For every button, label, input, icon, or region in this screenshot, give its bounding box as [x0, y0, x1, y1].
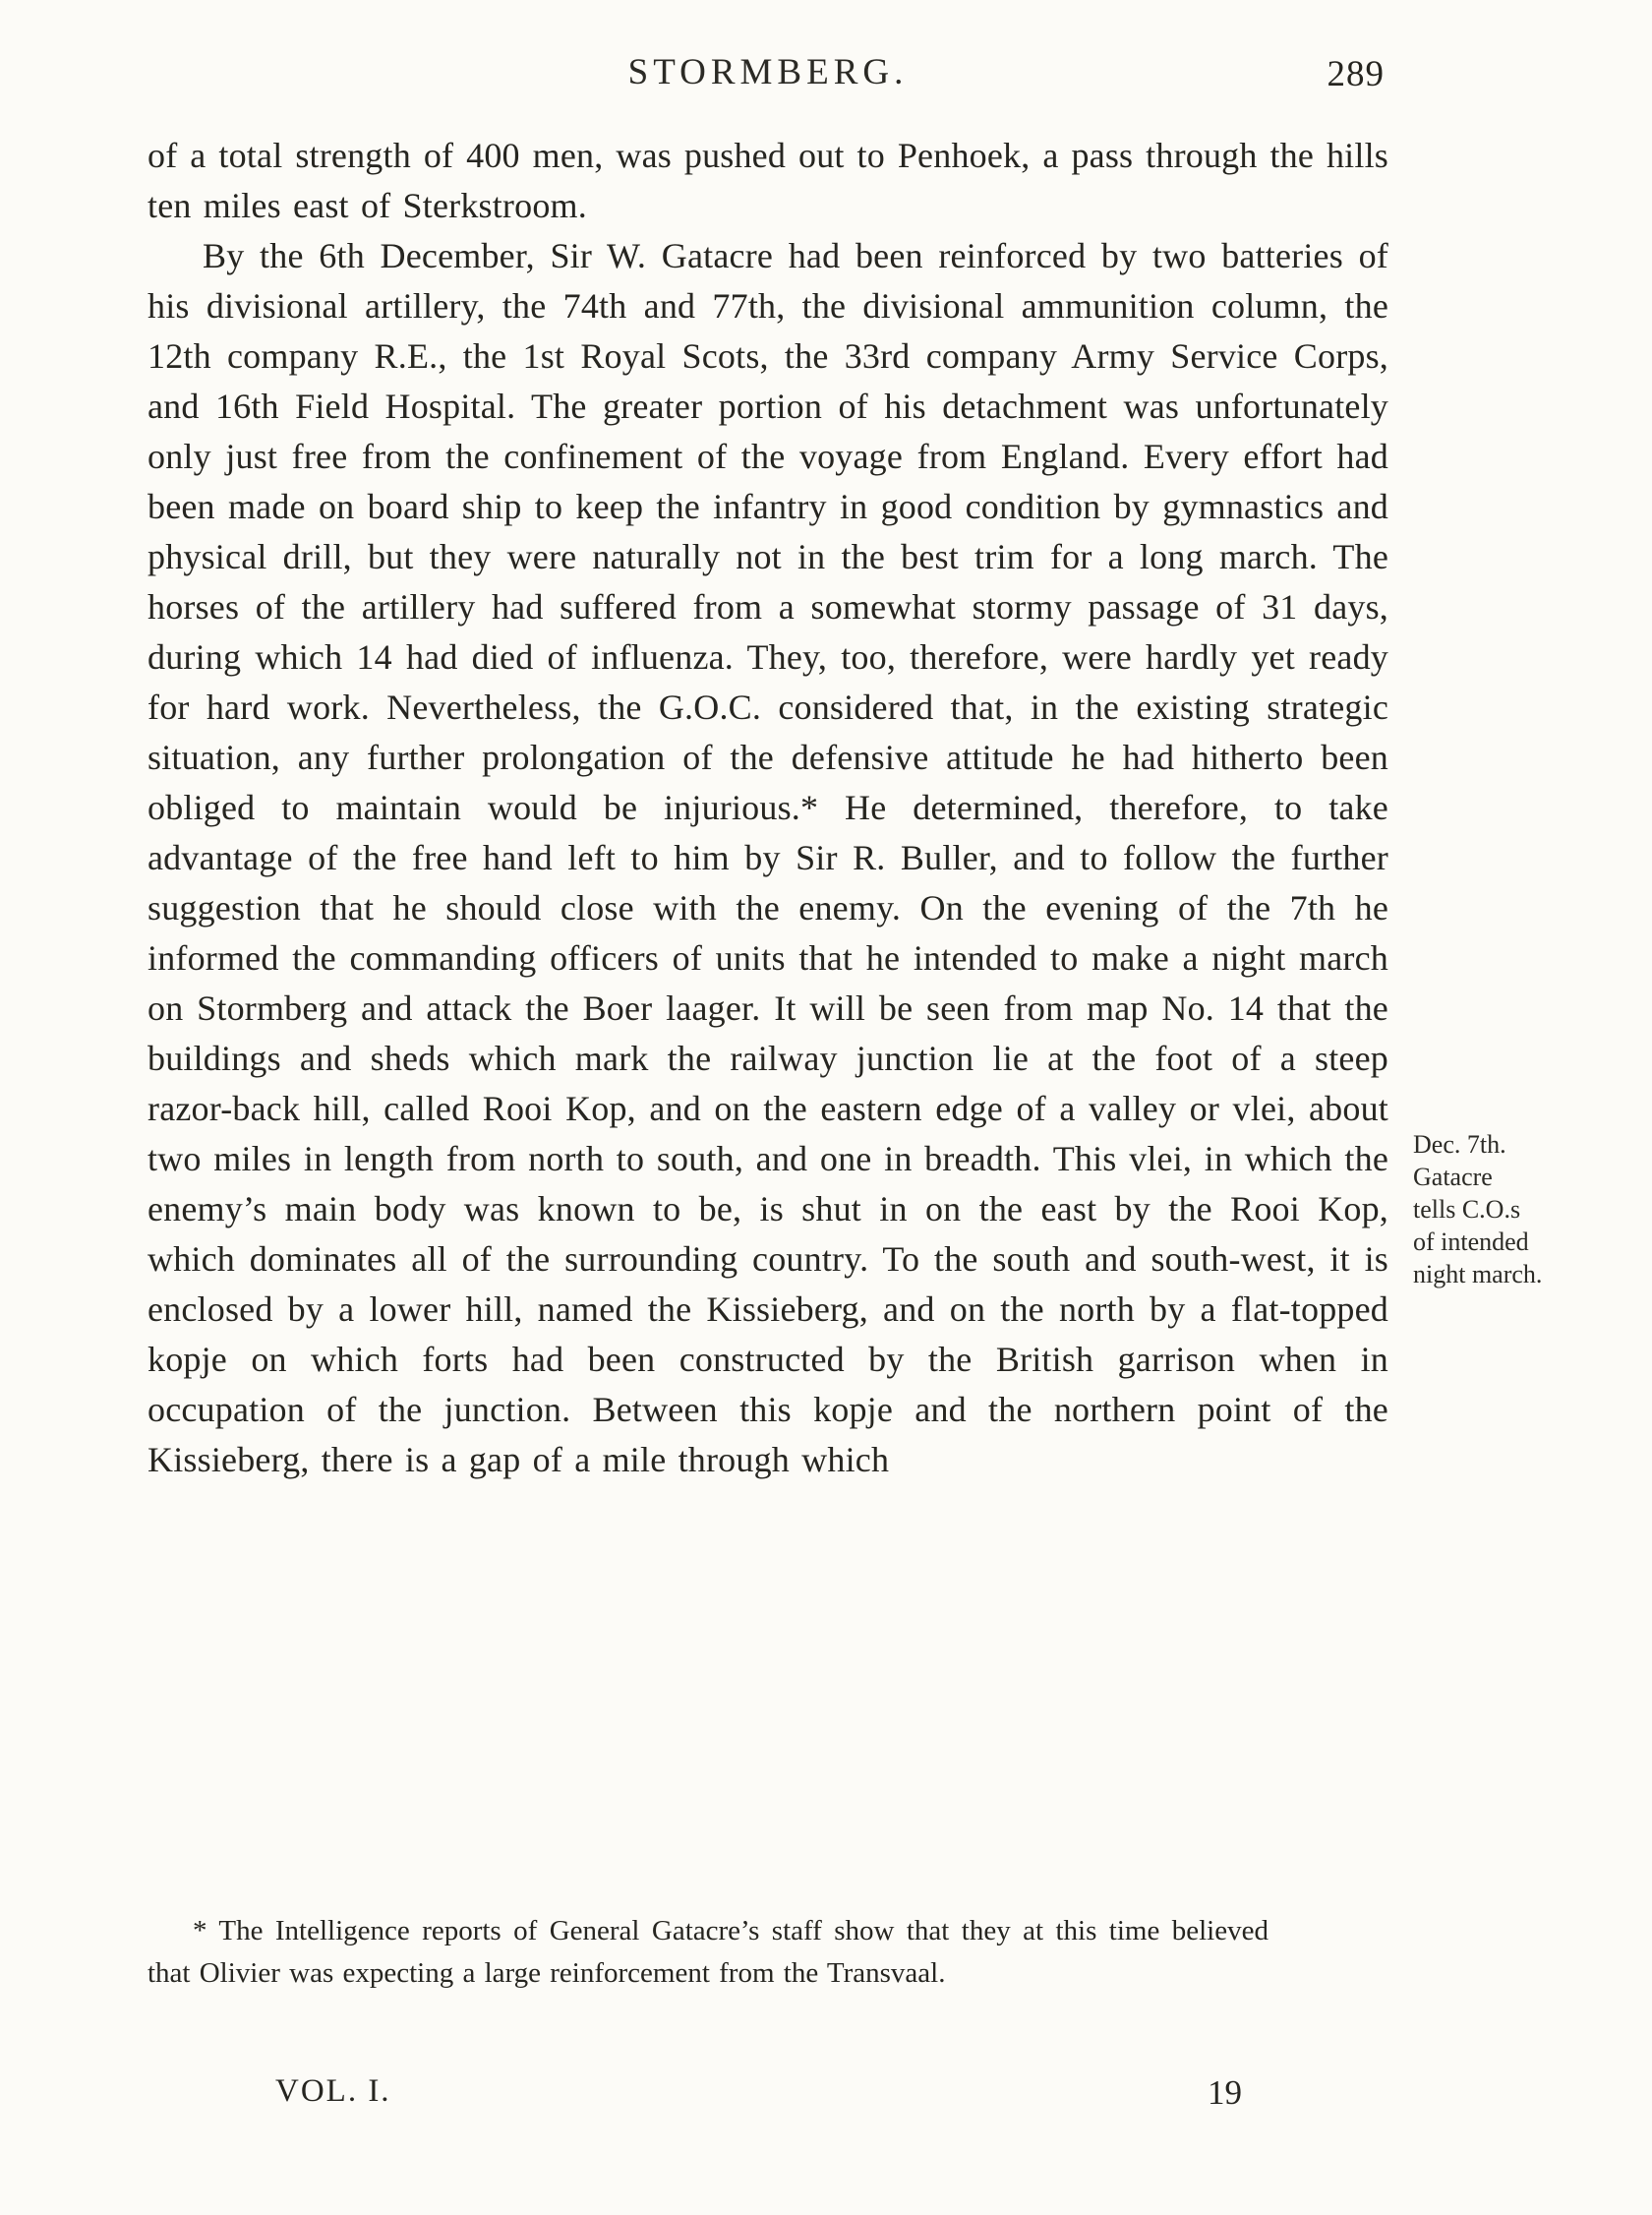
volume-label: VOL. I. [275, 2073, 391, 2109]
footnote: * The Intelligence reports of General Gatacre’s staff show that they at this time believed that Olivier was expecting a large reinforcement from the Transvaal. [148, 1915, 1268, 1989]
paragraph-main: By the 6th December, Sir W. Gatacre had been reinforced by two batteries of his divisional artillery, the 74th and 77th, the divisional ammunition column, the 12th company R.E., the 1st Royal Scots, the 33rd company Army Service Corps, and 16th Field Hospital. The greater portion of his detachment was unfortunately only just free from the confinement of the voyage from England. Every effort had been made on board ship to keep the infantry in good condition by gymnastics and physical drill, but they were naturally not in the best trim for a long march. The horses of the artillery had suffered from a somewhat stormy passage of 31 days, during which 14 had died of influenza. They, too, therefore, were hardly yet ready for hard work. Nevertheless, the G.O.C. considered that, in the existing strategic situation, any further prolongation of the defensive attitude he had hitherto been obliged to maintain would be injurious.* He determined, therefore, to take advantage of the free hand left to him by Sir R. Buller, and to follow the further suggestion that he should close with the enemy. On the evening of the 7th he informed the commanding officers of units that he intended to make a night march on Stormberg and attack the Boer laager. It will be seen from map No. 14 that the buildings and sheds which mark the railway junction lie at the foot of a steep razor-back hill, called Rooi Kop, and on the eastern edge of a valley or vlei, about two miles in length from north to south, and one in breadth. This vlei, in which the enemy’s main body was known to be, is shut in on the east by the Rooi Kop, which dominates all of the surrounding country. To the south and south-west, it is enclosed by a lower hill, named the Kissieberg, and on the north by a flat-topped kopje on which forts had been constructed by the British garrison when in occupation of the junction. Between this kopje and the northern point of the Kissieberg, there is a gap of a mile through which [148, 236, 1388, 1479]
body-text [148, 131, 1388, 1485]
page-header [148, 51, 1388, 100]
page-footer [148, 2073, 1388, 2119]
margin-note-line: Dec. 7th. [1413, 1130, 1506, 1159]
signature-number: 19 [1208, 2073, 1242, 2112]
margin-note-line: of intended [1413, 1227, 1529, 1256]
margin-note-line: Gatacre [1413, 1163, 1493, 1191]
paragraph-continuation: of a total strength of 400 men, was pushed out to Penhoek, a pass through the hills ten miles east of Sterkstroom. [148, 136, 1388, 225]
margin-note [1413, 1128, 1629, 1290]
margin-note-line: night march. [1413, 1260, 1543, 1288]
margin-note-line: tells C.O.s [1413, 1195, 1521, 1224]
running-title: STORMBERG. [627, 52, 909, 92]
page-number: 289 [1327, 54, 1385, 94]
